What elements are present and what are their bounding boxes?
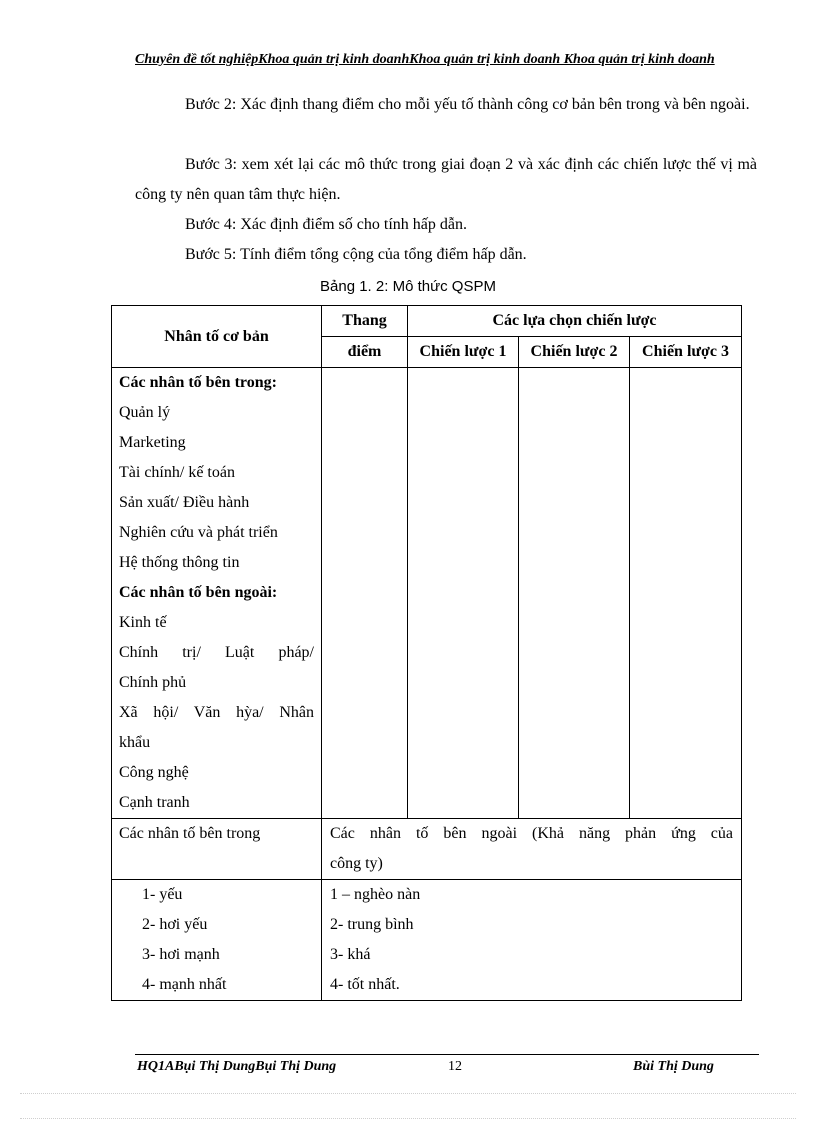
internal-scale-item: 3- hơi mạnh [142, 946, 220, 963]
legend-internal-label-cell [112, 819, 322, 880]
divider [20, 1093, 796, 1094]
step-2-paragraph [135, 90, 757, 120]
internal-scale-item: 2- hơi yếu [142, 916, 208, 933]
page-number: 12 [448, 1059, 462, 1074]
strategy-1-cell [408, 368, 519, 819]
step-4-paragraph [135, 210, 757, 240]
factor-item: Kinh tế [119, 614, 167, 631]
external-scale-cell [322, 880, 742, 1001]
factor-item: Cạnh tranh [119, 794, 190, 811]
factor-item: Nghiên cứu và phát triển [119, 524, 278, 541]
factor-item: Hệ thống thông tin [119, 554, 240, 571]
factor-item-political-cont: Chính phủ [119, 674, 187, 691]
factors-cell [112, 368, 322, 819]
external-scale-item: 2- trung bình [330, 916, 414, 933]
step-5-paragraph [135, 240, 757, 270]
table-caption: Bảng 1. 2: Mô thức QSPM [320, 278, 496, 295]
step-2-text: Bước 2: Xác định thang điểm cho mỗi yếu tố thành công cơ bản bên trong và bên ngoài. [185, 96, 750, 113]
internal-scale-cell [112, 880, 322, 1001]
document-header: Chuyên đề tốt nghiệpKhoa quản trị kinh doanhKhoa quản trị kinh doanh Khoa quản trị kinh doanh [135, 52, 715, 67]
step-4-text: Bước 4: Xác định điểm số cho tính hấp dẫn. [185, 216, 467, 233]
header-strategy-3: Chiến lược 3 [630, 337, 742, 368]
score-cell [322, 368, 408, 819]
header-strategy-choices: Các lựa chọn chiến lược [408, 306, 742, 337]
strategy-2-cell [519, 368, 630, 819]
legend-external-label-cell [322, 819, 742, 880]
factor-item: Quản lý [119, 404, 171, 421]
external-scale-item: 4- tốt nhất. [330, 976, 400, 993]
header-strategy-2: Chiến lược 2 [519, 337, 630, 368]
factor-item-social: Xã hội/ Văn hỳa/ Nhân [119, 704, 314, 721]
legend-internal-label: Các nhân tố bên trong [119, 825, 261, 842]
footer-left: HQ1ABụi Thị DungBụi Thị Dung [137, 1059, 337, 1074]
internal-scale-item: 1- yếu [142, 886, 183, 903]
divider [20, 1118, 796, 1119]
header-factor: Nhân tố cơ bản [112, 306, 322, 368]
external-scale-item: 1 – nghèo nàn [330, 886, 421, 903]
header-score-line1: Thang [322, 306, 408, 337]
factor-item-social-cont: khẩu [119, 734, 151, 751]
external-factors-title: Các nhân tố bên ngoài: [119, 584, 278, 601]
header-strategy-1: Chiến lược 1 [408, 337, 519, 368]
internal-factors-title: Các nhân tố bên trong: [119, 374, 277, 391]
factor-item: Marketing [119, 434, 186, 451]
legend-external-label: Các nhân tố bên ngoài (Khả năng phản ứng của [330, 825, 734, 842]
factor-item: Tài chính/ kế toán [119, 464, 235, 481]
table-header-row-1 [112, 306, 742, 337]
legend-label-row [112, 819, 742, 880]
qspm-table [111, 305, 742, 1001]
legend-scale-row [112, 880, 742, 1001]
document-footer [135, 1054, 759, 1074]
footer-author: Bùi Thị Dung [633, 1059, 714, 1074]
factor-item-political: Chính trị/ Luật pháp/ [119, 644, 314, 661]
factor-item: Sản xuất/ Điều hành [119, 494, 250, 511]
internal-scale-item: 4- mạnh nhất [142, 976, 227, 993]
legend-external-label-cont: công ty) [330, 855, 383, 872]
strategy-3-cell [630, 368, 742, 819]
factor-item: Công nghệ [119, 764, 189, 781]
step-5-text: Bước 5: Tính điểm tổng cộng của tổng điểm hấp dẫn. [185, 246, 527, 263]
external-scale-item: 3- khá [330, 946, 371, 963]
step-3-paragraph [135, 150, 757, 210]
factors-row [112, 368, 742, 819]
step-3-text: Bước 3: xem xét lại các mô thức trong giai đoạn 2 và xác định các chiến lược thế vị mà công ty nên quan tâm thực hiện. [135, 156, 757, 203]
header-score-line2: điểm [322, 337, 408, 368]
